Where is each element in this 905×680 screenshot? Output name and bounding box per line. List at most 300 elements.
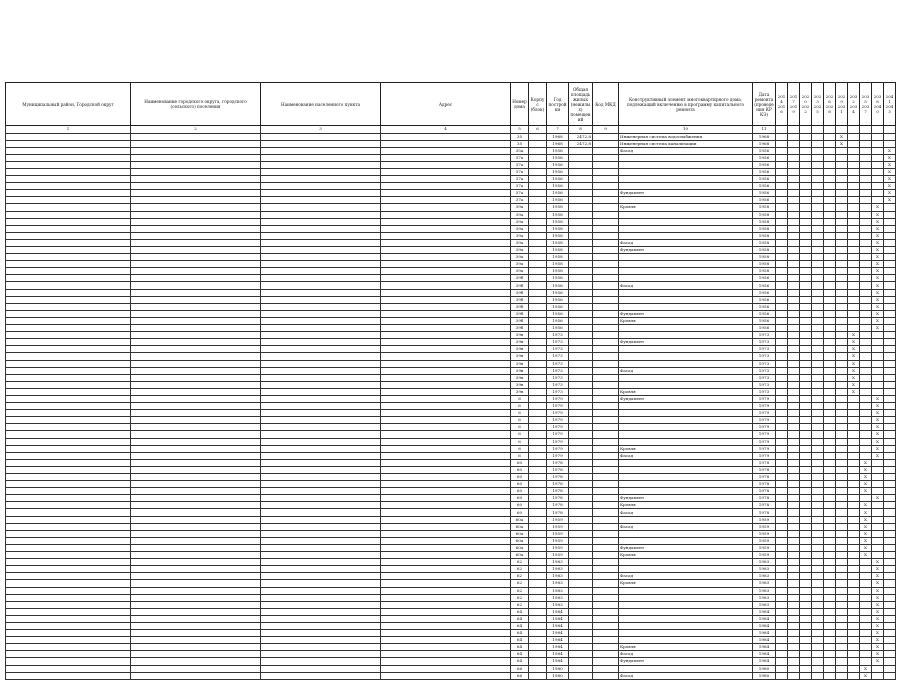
table-cell (131, 360, 261, 367)
table-cell: 37а (511, 197, 529, 204)
table-cell (381, 502, 511, 509)
table-row (6, 147, 896, 154)
table-cell (593, 452, 619, 459)
column-number (812, 126, 824, 134)
period-cell (788, 388, 800, 395)
table-cell (261, 140, 381, 147)
period-cell (812, 559, 824, 566)
table-cell: 1984 (753, 637, 776, 644)
period-cell (812, 608, 824, 615)
period-cell (836, 637, 848, 644)
table-cell (593, 481, 619, 488)
period-cell (812, 445, 824, 452)
table-cell (381, 339, 511, 346)
table-cell (569, 459, 593, 466)
table-cell: 39в (511, 339, 529, 346)
period-cell (788, 644, 800, 651)
table-cell: 60 (511, 495, 529, 502)
table-cell (131, 502, 261, 509)
table-cell: 1979 (547, 417, 569, 424)
table-cell: 37а (511, 190, 529, 197)
period-cell (824, 133, 836, 140)
period-cell (884, 665, 896, 672)
period-cell (860, 176, 872, 183)
period-cell (848, 523, 860, 530)
period-cell (812, 566, 824, 573)
table-cell (593, 247, 619, 254)
table-cell: 1979 (547, 410, 569, 417)
table-cell (131, 658, 261, 665)
table-cell (261, 622, 381, 629)
table-cell (6, 410, 131, 417)
table-cell (131, 403, 261, 410)
table-row (6, 211, 896, 218)
table-cell: 39а (511, 247, 529, 254)
table-cell (593, 523, 619, 530)
period-cell (788, 665, 800, 672)
period-cell (812, 254, 824, 261)
period-cell (788, 190, 800, 197)
period-cell (884, 431, 896, 438)
table-cell (529, 190, 547, 197)
period-cell (788, 651, 800, 658)
period-cell (800, 374, 812, 381)
period-cell (872, 516, 884, 523)
table-cell: Кровля (619, 445, 753, 452)
period-cell (824, 665, 836, 672)
table-cell (569, 339, 593, 346)
period-cell (848, 580, 860, 587)
period-cell (836, 523, 848, 530)
period-cell (860, 332, 872, 339)
period-cell (836, 218, 848, 225)
table-cell (569, 672, 593, 679)
period-cell (848, 147, 860, 154)
table-cell: 1984 (753, 622, 776, 629)
table-cell: 1958 (753, 211, 776, 218)
period-cell (824, 168, 836, 175)
period-cell (788, 268, 800, 275)
period-cell (884, 360, 896, 367)
table-cell (593, 424, 619, 431)
table-cell (569, 275, 593, 282)
table-cell (529, 502, 547, 509)
period-cell (812, 268, 824, 275)
table-cell: Фасад (619, 239, 753, 246)
selected-period-mark: X (872, 431, 884, 438)
period-cell (860, 431, 872, 438)
table-cell (569, 147, 593, 154)
period-cell (788, 317, 800, 324)
table-cell (569, 332, 593, 339)
table-cell: 1984 (547, 637, 569, 644)
period-cell (836, 275, 848, 282)
period-cell (848, 573, 860, 580)
period-cell (800, 247, 812, 254)
period-cell (776, 232, 788, 239)
period-cell (812, 424, 824, 431)
table-cell (6, 587, 131, 594)
column-number (836, 126, 848, 134)
period-cell (836, 552, 848, 559)
table-cell: 1983 (753, 573, 776, 580)
period-cell (872, 176, 884, 183)
period-cell (824, 289, 836, 296)
period-cell (848, 254, 860, 261)
table-row (6, 154, 896, 161)
period-cell (848, 317, 860, 324)
table-cell (529, 225, 547, 232)
period-cell (824, 651, 836, 658)
table-cell (131, 239, 261, 246)
period-cell (788, 622, 800, 629)
table-cell (593, 403, 619, 410)
table-cell (529, 601, 547, 608)
table-cell: 35а (511, 147, 529, 154)
selected-period-mark: X (860, 544, 872, 551)
table-cell (569, 204, 593, 211)
table-cell (261, 544, 381, 551)
table-cell: 39б (511, 289, 529, 296)
table-cell (529, 630, 547, 637)
table-cell (131, 466, 261, 473)
period-cell (884, 573, 896, 580)
period-cell (860, 566, 872, 573)
table-cell (529, 367, 547, 374)
table-cell (381, 147, 511, 154)
table-cell (593, 161, 619, 168)
period-cell (824, 587, 836, 594)
table-cell (6, 573, 131, 580)
table-cell (593, 332, 619, 339)
period-cell (824, 154, 836, 161)
period-cell (788, 289, 800, 296)
table-cell (261, 424, 381, 431)
table-cell (6, 360, 131, 367)
table-cell (6, 154, 131, 161)
period-cell (836, 403, 848, 410)
period-cell (860, 254, 872, 261)
table-cell (593, 239, 619, 246)
period-cell (788, 161, 800, 168)
table-cell (529, 523, 547, 530)
table-cell (6, 289, 131, 296)
table-cell (261, 594, 381, 601)
period-cell (824, 672, 836, 679)
table-cell (131, 282, 261, 289)
period-cell (872, 388, 884, 395)
period-cell (812, 537, 824, 544)
table-cell (261, 346, 381, 353)
period-cell (800, 530, 812, 537)
table-cell (6, 516, 131, 523)
period-cell (860, 197, 872, 204)
table-cell (131, 332, 261, 339)
period-cell (788, 537, 800, 544)
year-header: 2017 2019 (788, 83, 800, 126)
period-cell (836, 197, 848, 204)
period-cell (788, 466, 800, 473)
table-cell: 1978 (547, 459, 569, 466)
table-cell (131, 665, 261, 672)
table-cell: 1983 (547, 594, 569, 601)
period-cell (812, 239, 824, 246)
year-header: 2032 2034 (848, 83, 860, 126)
period-cell (872, 154, 884, 161)
period-cell (836, 622, 848, 629)
table-cell (6, 168, 131, 175)
period-cell (800, 289, 812, 296)
period-cell (872, 466, 884, 473)
period-cell (812, 474, 824, 481)
table-cell (6, 317, 131, 324)
period-cell (860, 403, 872, 410)
table-cell (381, 424, 511, 431)
table-row (6, 168, 896, 175)
period-cell (884, 630, 896, 637)
table-cell (381, 346, 511, 353)
table-cell (131, 481, 261, 488)
selected-period-mark: X (872, 566, 884, 573)
table-cell (619, 325, 753, 332)
period-cell (860, 608, 872, 615)
table-cell (593, 289, 619, 296)
table-cell: 1958 (753, 232, 776, 239)
table-cell (619, 197, 753, 204)
period-cell (800, 168, 812, 175)
period-cell (836, 445, 848, 452)
period-cell (776, 630, 788, 637)
period-cell (788, 346, 800, 353)
table-cell: 64 (511, 615, 529, 622)
period-cell (776, 566, 788, 573)
period-cell (776, 197, 788, 204)
table-row (6, 268, 896, 275)
table-cell (529, 239, 547, 246)
table-cell (131, 346, 261, 353)
table-cell: 1980 (753, 665, 776, 672)
selected-period-mark: X (872, 601, 884, 608)
period-cell (776, 665, 788, 672)
table-row (6, 239, 896, 246)
period-cell (788, 332, 800, 339)
period-cell (848, 154, 860, 161)
period-cell (884, 310, 896, 317)
period-cell (884, 367, 896, 374)
table-cell (131, 275, 261, 282)
period-cell (812, 211, 824, 218)
period-cell (788, 502, 800, 509)
table-cell (261, 601, 381, 608)
table-cell (529, 537, 547, 544)
table-cell: 39б (511, 296, 529, 303)
table-cell (261, 502, 381, 509)
period-cell (788, 275, 800, 282)
table-cell (381, 268, 511, 275)
table-cell (529, 395, 547, 402)
period-cell (812, 296, 824, 303)
table-cell (569, 502, 593, 509)
period-cell (776, 254, 788, 261)
period-cell (824, 388, 836, 395)
column-number (872, 126, 884, 134)
table-cell (381, 190, 511, 197)
period-cell (848, 417, 860, 424)
period-cell (848, 672, 860, 679)
table-cell (261, 516, 381, 523)
table-cell (261, 573, 381, 580)
table-cell (529, 544, 547, 551)
table-cell (593, 658, 619, 665)
table-cell (569, 395, 593, 402)
period-cell (800, 403, 812, 410)
table-cell (529, 154, 547, 161)
table-cell (381, 445, 511, 452)
period-cell (860, 317, 872, 324)
header-cell: Адрес (381, 83, 511, 126)
period-cell (860, 360, 872, 367)
table-cell (6, 630, 131, 637)
table-cell (529, 254, 547, 261)
table-cell (381, 488, 511, 495)
table-cell (619, 431, 753, 438)
table-cell (593, 261, 619, 268)
period-cell (776, 488, 788, 495)
period-cell (800, 544, 812, 551)
table-cell (131, 495, 261, 502)
table-cell (593, 651, 619, 658)
table-cell (593, 232, 619, 239)
table-cell: 1978 (547, 502, 569, 509)
period-cell (824, 516, 836, 523)
table-cell (529, 622, 547, 629)
selected-period-mark: X (884, 176, 896, 183)
period-cell (860, 630, 872, 637)
table-cell (381, 133, 511, 140)
table-cell (381, 239, 511, 246)
period-cell (800, 296, 812, 303)
selected-period-mark: X (884, 154, 896, 161)
table-cell: 1956 (753, 296, 776, 303)
period-cell (776, 261, 788, 268)
table-cell (6, 431, 131, 438)
period-cell (800, 325, 812, 332)
period-cell (848, 183, 860, 190)
table-cell (6, 140, 131, 147)
selected-period-mark: X (860, 509, 872, 516)
table-row (6, 488, 896, 495)
table-cell (6, 559, 131, 566)
period-cell (776, 672, 788, 679)
table-cell: 1978 (547, 488, 569, 495)
selected-period-mark: X (872, 410, 884, 417)
period-cell (812, 381, 824, 388)
period-cell (776, 410, 788, 417)
selected-period-mark: X (872, 303, 884, 310)
period-cell (812, 516, 824, 523)
table-cell: 2472,8 (569, 133, 593, 140)
period-cell (776, 495, 788, 502)
period-cell (884, 559, 896, 566)
table-cell (6, 346, 131, 353)
selected-period-mark: X (860, 459, 872, 466)
table-cell (381, 183, 511, 190)
period-cell (812, 395, 824, 402)
column-number-row (6, 126, 896, 134)
table-cell (593, 303, 619, 310)
table-cell (381, 644, 511, 651)
period-cell (848, 630, 860, 637)
period-cell (800, 417, 812, 424)
period-cell (776, 190, 788, 197)
selected-period-mark: X (872, 658, 884, 665)
table-cell (529, 317, 547, 324)
period-cell (860, 374, 872, 381)
period-cell (776, 445, 788, 452)
table-cell (261, 474, 381, 481)
period-cell (776, 374, 788, 381)
table-cell (261, 317, 381, 324)
table-cell (261, 374, 381, 381)
selected-period-mark: X (860, 665, 872, 672)
period-cell (848, 225, 860, 232)
period-cell (836, 254, 848, 261)
period-cell (884, 232, 896, 239)
table-cell (593, 353, 619, 360)
table-cell (131, 147, 261, 154)
table-cell (619, 601, 753, 608)
table-cell (381, 353, 511, 360)
table-cell: 1984 (547, 630, 569, 637)
table-cell (381, 140, 511, 147)
column-number: 10 (619, 126, 753, 134)
selected-period-mark: X (872, 630, 884, 637)
table-cell: 60а (511, 537, 529, 544)
table-cell: Кровля (619, 502, 753, 509)
table-cell: 39а (511, 254, 529, 261)
period-cell (824, 303, 836, 310)
table-cell (529, 374, 547, 381)
table-cell (261, 225, 381, 232)
table-row (6, 544, 896, 551)
period-cell (872, 474, 884, 481)
period-cell (788, 296, 800, 303)
period-cell (800, 204, 812, 211)
selected-period-mark: X (872, 254, 884, 261)
table-cell (131, 261, 261, 268)
period-cell (836, 261, 848, 268)
table-cell (569, 247, 593, 254)
table-cell (529, 310, 547, 317)
column-number: 1 (6, 126, 131, 134)
table-cell: 1958 (547, 247, 569, 254)
selected-period-mark: X (872, 325, 884, 332)
table-row (6, 204, 896, 211)
period-cell (884, 247, 896, 254)
table-cell: 37а (511, 168, 529, 175)
period-cell (788, 282, 800, 289)
table-cell (381, 388, 511, 395)
period-cell (860, 289, 872, 296)
column-number: 4 (381, 126, 511, 134)
period-cell (788, 658, 800, 665)
table-cell (529, 247, 547, 254)
period-cell (860, 133, 872, 140)
selected-period-mark: X (848, 339, 860, 346)
period-cell (848, 190, 860, 197)
period-cell (848, 608, 860, 615)
table-cell (131, 367, 261, 374)
